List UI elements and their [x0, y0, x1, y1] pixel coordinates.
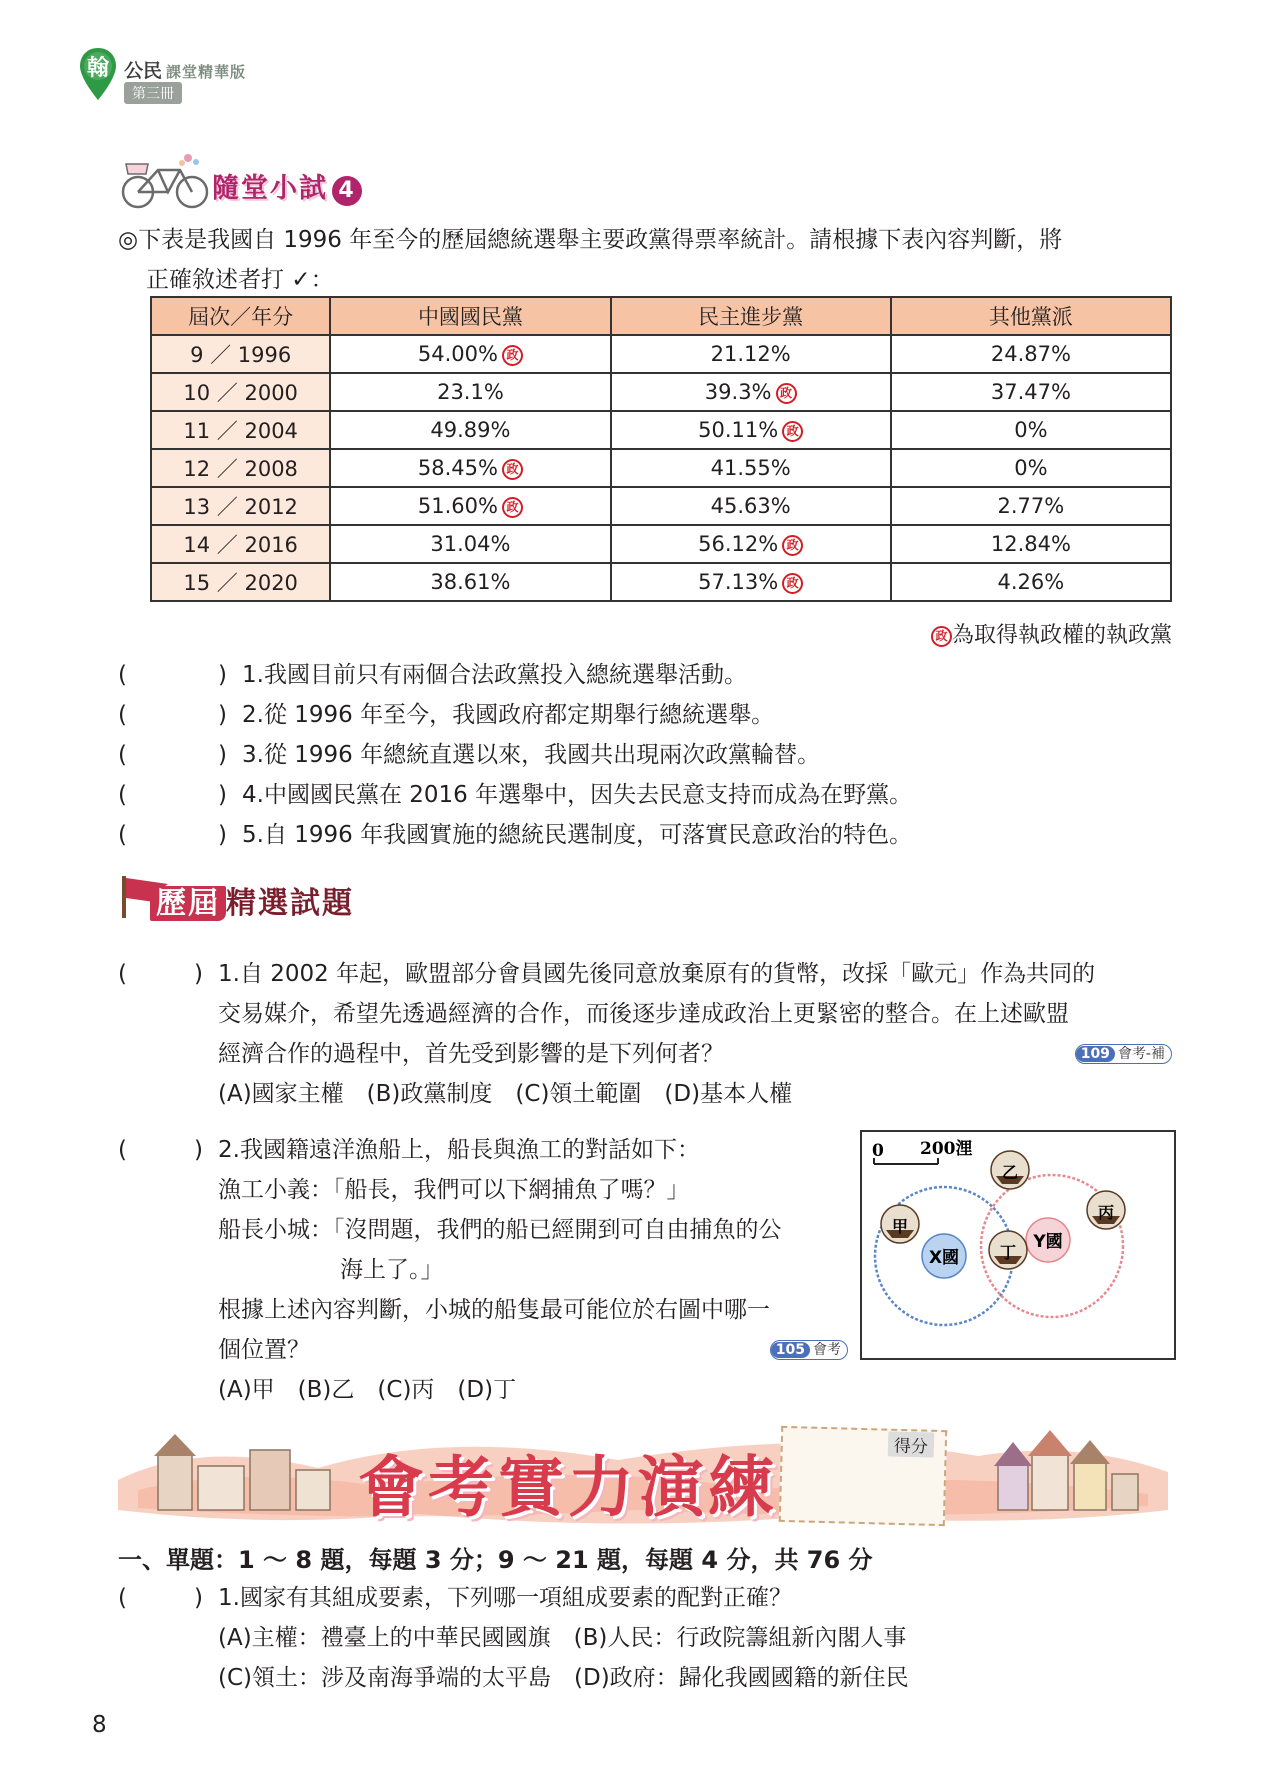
cell-other: [891, 373, 1171, 411]
item-text: 2.從 1996 年至今，我國政府都定期舉行總統選舉。: [242, 702, 775, 728]
cell-kmt: [330, 373, 610, 411]
cell-other: [891, 563, 1171, 601]
question-line: 根據上述內容判斷，小城的船隻最可能位於右圖中哪一: [218, 1297, 770, 1323]
cell-term: [151, 449, 330, 487]
cell-value: 21.12%: [710, 342, 791, 366]
score-label: 得分: [888, 1431, 935, 1457]
cell-value: 37.47%: [990, 380, 1071, 404]
cell-value: 23.1%: [437, 380, 504, 404]
exam-source-badge: [770, 1340, 848, 1360]
cell-term: [151, 487, 330, 525]
ruling-party-mark-icon: 政: [782, 535, 803, 556]
answer-blank-close: ): [218, 662, 227, 688]
cell-value: 54.00%: [417, 342, 498, 366]
cell-other: [891, 449, 1171, 487]
cell-term: [151, 373, 330, 411]
answer-options: (A)甲 (B)乙 (C)丙 (D)丁: [218, 1377, 517, 1403]
question-line: 2.我國籍遠洋漁船上，船長與漁工的對話如下：: [218, 1137, 700, 1163]
intro-line-2: 正確敘述者打 ✓：: [146, 267, 334, 293]
series-label: 課堂精華版: [166, 63, 247, 81]
answer-blank-open[interactable]: (: [118, 702, 127, 728]
cell-value: 49.89%: [430, 418, 511, 442]
cell-other: [891, 487, 1171, 525]
table-row: [151, 335, 1171, 373]
practice-section-heading: 一、單題：1 ～ 8 題，每題 3 分；9 ～ 21 題，每題 4 分，共 76 分: [118, 1546, 873, 1574]
ruling-party-mark-icon: 政: [502, 497, 523, 518]
maritime-zone-map: [860, 1130, 1176, 1360]
election-results-table: [150, 296, 1172, 602]
ship-label: 丙: [1097, 1203, 1115, 1222]
cell-value: 58.45%: [417, 456, 498, 480]
cell-value: 50.11%: [698, 418, 779, 442]
answer-blank-close: ): [194, 961, 203, 987]
cell-kmt: [330, 411, 610, 449]
ship-icon-ding: [989, 1231, 1027, 1269]
table-header-row: [151, 297, 1171, 335]
ship-icon-jia: [881, 1205, 919, 1243]
cell-value: 56.12%: [698, 532, 779, 556]
ruling-party-mark-icon: 政: [931, 626, 952, 647]
answer-blank-close: ): [194, 1585, 203, 1611]
table-row: [151, 449, 1171, 487]
ship-label: 乙: [1001, 1163, 1019, 1182]
badge-text: 會考-補: [1117, 1046, 1165, 1062]
column-header-kmt: 中國國民黨: [330, 297, 610, 335]
question-line: 交易媒介，希望先透過經濟的合作，而後逐步達成政治上更緊密的整合。在上述歐盟: [218, 1001, 1069, 1027]
table-row: [151, 525, 1171, 563]
item-text: 5.自 1996 年我國實施的總統民選制度，可落實民意政治的特色。: [242, 822, 913, 848]
cell-value: 45.63%: [710, 494, 791, 518]
answer-blank-open[interactable]: (: [118, 1585, 127, 1611]
cell-value: 13 ／ 2012: [183, 495, 298, 519]
bicycle-icon: [118, 150, 214, 210]
ship-icon-yi: [991, 1151, 1029, 1189]
true-false-item: [118, 656, 747, 689]
ruling-party-mark-icon: 政: [776, 383, 797, 404]
cell-dpp: [611, 487, 891, 525]
table-legend: [927, 618, 1172, 649]
answer-blank-close: ): [218, 822, 227, 848]
answer-blank-open[interactable]: (: [118, 662, 127, 688]
answer-blank-open[interactable]: (: [118, 742, 127, 768]
volume-label: 第三冊: [124, 82, 182, 104]
question-line: 個位置？: [218, 1337, 310, 1363]
item-text: 4.中國國民黨在 2016 年選舉中，因失去民意支持而成為在野黨。: [242, 782, 913, 808]
cell-dpp: [611, 563, 891, 601]
cell-value: 31.04%: [430, 532, 511, 556]
past-exam-title-highlight: 歷屆: [150, 886, 226, 921]
cell-other: [891, 335, 1171, 373]
cell-value: 2.77%: [997, 494, 1065, 518]
question-line: 1.自 2002 年起，歐盟部分會員國先後同意放棄原有的貨幣，改採「歐元」作為共同的: [218, 961, 1096, 987]
cell-value: 10 ／ 2000: [183, 381, 298, 405]
y-country-label: Y國: [1033, 1232, 1063, 1252]
true-false-item: [118, 736, 820, 769]
cell-dpp: [611, 525, 891, 563]
cell-kmt: [330, 335, 610, 373]
cell-value: 41.55%: [710, 456, 791, 480]
ruling-party-mark-icon: 政: [502, 459, 523, 480]
cell-value: 9 ／ 1996: [190, 343, 292, 367]
scale-distance-label: 200浬: [920, 1139, 973, 1159]
page-number: 8: [92, 1712, 107, 1738]
quiz-title-text: 隨堂小試: [212, 173, 328, 204]
cell-other: [891, 411, 1171, 449]
cell-value: 51.60%: [417, 494, 498, 518]
question-line: 經濟合作的過程中，首先受到影響的是下列何者？: [218, 1041, 724, 1067]
scale-zero-label: 0: [872, 1141, 884, 1161]
table-row: [151, 373, 1171, 411]
answer-blank-close: ): [218, 702, 227, 728]
answer-blank-close: ): [218, 742, 227, 768]
practice-question-1: [118, 1578, 1178, 1698]
badge-year: 105: [771, 1342, 810, 1358]
subject-label: 公民: [124, 60, 163, 82]
cell-kmt: [330, 449, 610, 487]
item-text: 1.我國目前只有兩個合法政黨投入總統選舉活動。: [242, 662, 747, 688]
past-exam-title: [150, 878, 354, 922]
column-header-other: 其他黨派: [891, 297, 1171, 335]
past-exam-title-rest: 精選試題: [226, 886, 354, 921]
cell-kmt: [330, 525, 610, 563]
answer-options: (C)領土：涉及南海爭端的太平島 (D)政府：歸化我國國籍的新住民: [218, 1665, 909, 1691]
column-header-term: 屆次／年分: [151, 297, 330, 335]
cell-dpp: [611, 373, 891, 411]
ship-icon-bing: [1087, 1191, 1125, 1229]
practice-banner-title: 會考實力演練: [358, 1449, 778, 1526]
badge-year: 109: [1076, 1046, 1115, 1062]
question-line: 船長小城：「沒問題，我們的船已經開到可自由捕魚的公: [218, 1217, 782, 1243]
question-line: 漁工小義：「船長，我們可以下網捕魚了嗎？」: [218, 1177, 690, 1203]
answer-blank-open[interactable]: (: [118, 1137, 127, 1163]
answer-blank-open[interactable]: (: [118, 782, 127, 808]
badge-text: 會考: [813, 1342, 841, 1358]
cell-value: 11 ／ 2004: [183, 419, 298, 443]
answer-options: (A)主權：禮臺上的中華民國國旗 (B)人民：行政院籌組新內閣人事: [218, 1625, 907, 1651]
publisher-logo-pin-icon: [78, 46, 118, 102]
cell-other: [891, 525, 1171, 563]
cell-value: 12.84%: [990, 532, 1071, 556]
cell-value: 0%: [1014, 456, 1048, 480]
cell-dpp: [611, 449, 891, 487]
quiz-number: 4: [332, 176, 362, 206]
table-body: [151, 335, 1171, 601]
cell-term: [151, 411, 330, 449]
table-row: [151, 411, 1171, 449]
cell-dpp: [611, 335, 891, 373]
cell-value: 38.61%: [430, 570, 511, 594]
cell-value: 12 ／ 2008: [183, 457, 298, 481]
answer-blank-open[interactable]: (: [118, 822, 127, 848]
answer-blank-open[interactable]: (: [118, 961, 127, 987]
true-false-item: [118, 776, 912, 809]
true-false-item: [118, 816, 912, 849]
table-row: [151, 487, 1171, 525]
cell-dpp: [611, 411, 891, 449]
true-false-item: [118, 696, 774, 729]
question-line: 海上了。」: [340, 1257, 444, 1283]
exam-source-badge: [1075, 1044, 1172, 1064]
cell-value: 15 ／ 2020: [183, 571, 298, 595]
past-question-1: [118, 954, 1178, 1114]
ship-label: 甲: [891, 1217, 909, 1236]
quiz-intro: [118, 220, 1178, 300]
cell-kmt: [330, 563, 610, 601]
ruling-party-mark-icon: 政: [782, 421, 803, 442]
cell-term: [151, 525, 330, 563]
legend-text: 為取得執政權的執政黨: [951, 623, 1172, 648]
cell-value: 57.13%: [698, 570, 779, 594]
answer-options: (A)國家主權 (B)政黨制度 (C)領土範圍 (D)基本人權: [218, 1081, 793, 1107]
cell-value: 4.26%: [997, 570, 1065, 594]
cell-value: 24.87%: [990, 342, 1071, 366]
ruling-party-mark-icon: 政: [782, 573, 803, 594]
cell-value: 0%: [1014, 418, 1048, 442]
past-question-2: [118, 1130, 848, 1410]
header-subject: [124, 56, 246, 83]
answer-blank-close: ): [194, 1137, 203, 1163]
item-text: 3.從 1996 年總統直選以來，我國共出現兩次政黨輪替。: [242, 742, 821, 768]
answer-blank-close: ): [218, 782, 227, 808]
column-header-dpp: 民主進步黨: [611, 297, 891, 335]
question-stem: 1.國家有其組成要素，下列哪一項組成要素的配對正確？: [218, 1585, 792, 1611]
ship-label: 丁: [999, 1243, 1017, 1262]
x-country-label: X國: [928, 1248, 960, 1268]
quiz-title: [212, 166, 362, 206]
cell-term: [151, 335, 330, 373]
brand-char: 翰: [86, 56, 110, 81]
intro-line-1: ◎下表是我國自 1996 年至今的歷屆總統選舉主要政黨得票率統計。請根據下表內容判斷，將: [118, 227, 1063, 253]
table-row: [151, 563, 1171, 601]
cell-term: [151, 563, 330, 601]
cell-kmt: [330, 487, 610, 525]
cell-value: 39.3%: [704, 380, 772, 404]
cell-value: 14 ／ 2016: [183, 533, 298, 557]
ruling-party-mark-icon: 政: [502, 345, 523, 366]
